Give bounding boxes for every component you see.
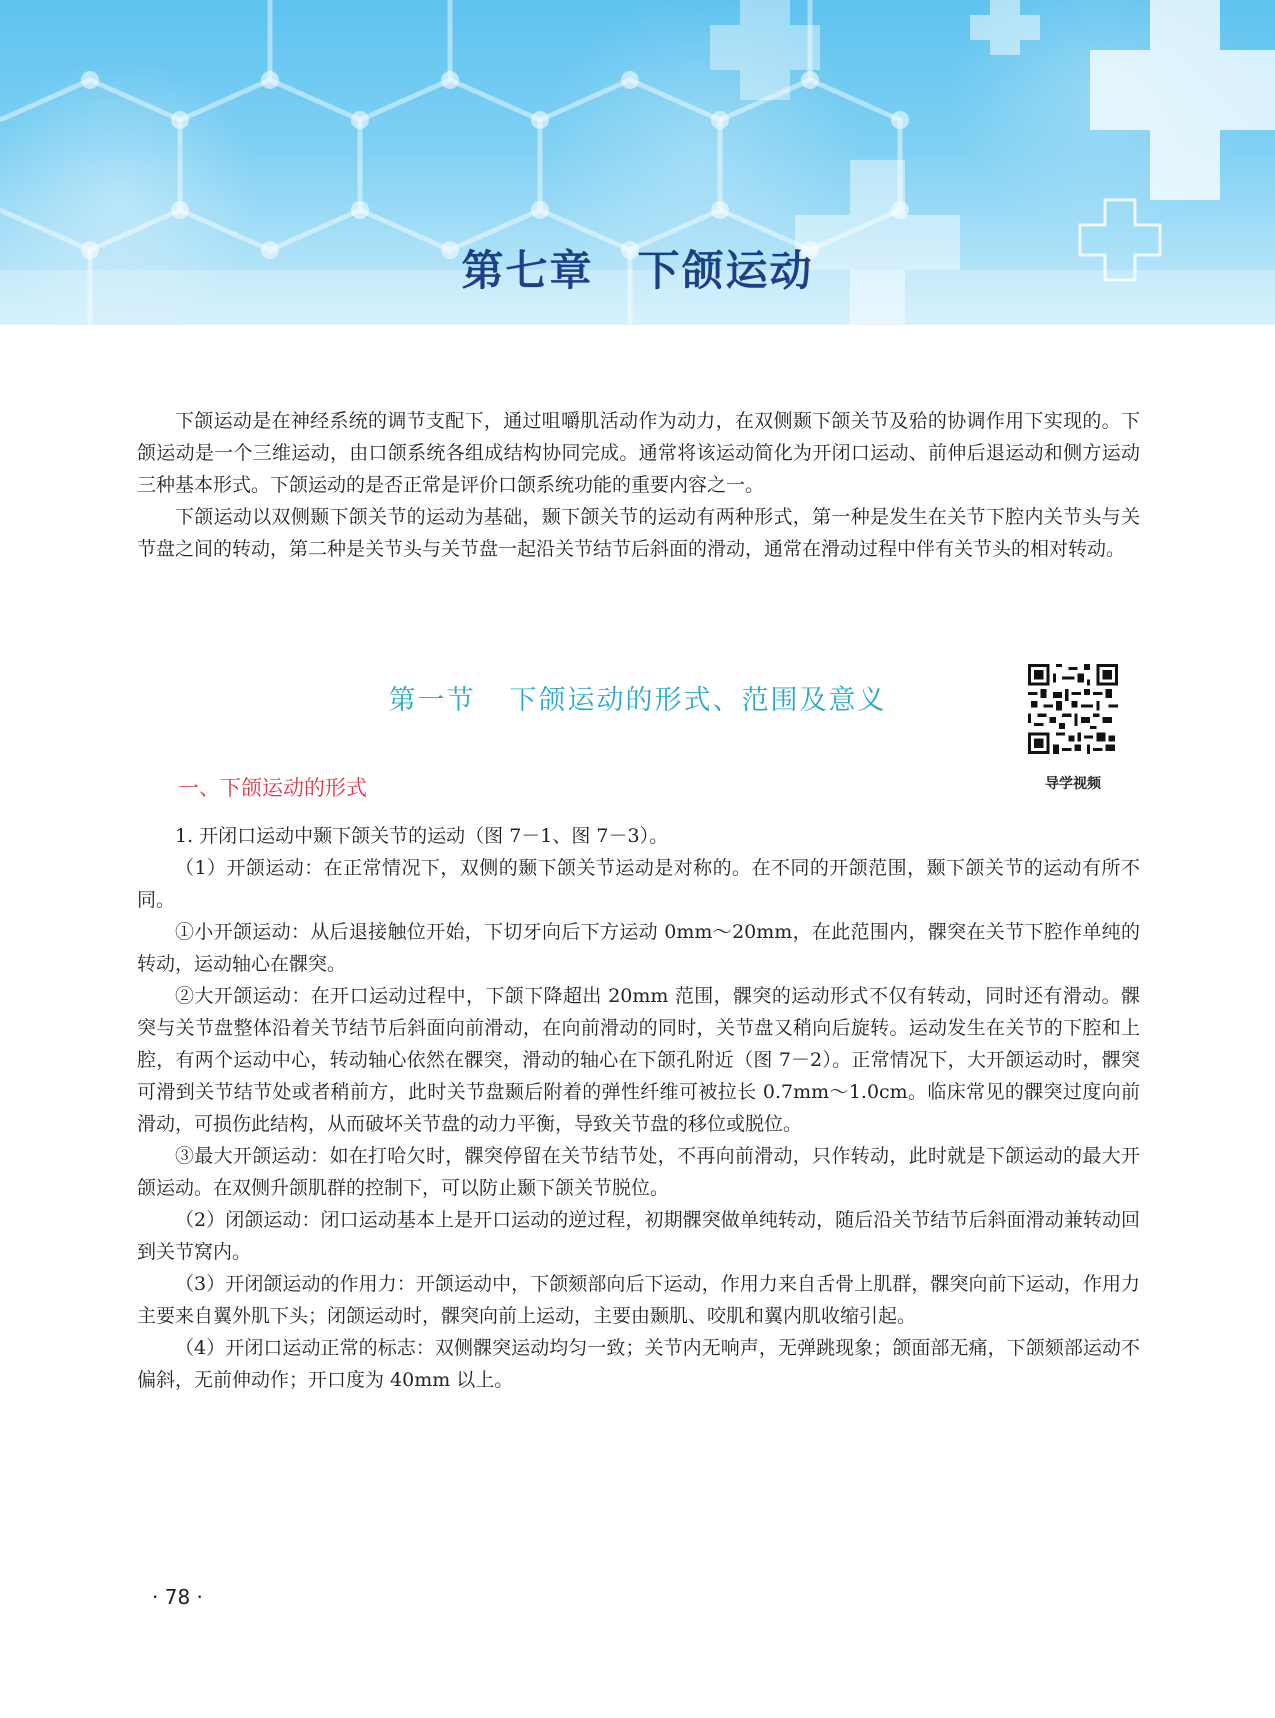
body-paragraph-3: ①小开颌运动：从后退接触位开始，下切牙向后下方运动 0mm～20mm，在此范围内，髁突在关节下腔作单纯的转动，运动轴心在髁突。 <box>137 921 1140 975</box>
page-number: · 78 · <box>152 1585 203 1609</box>
section-name: 下颌运动的形式、范围及意义 <box>509 685 887 716</box>
body-paragraph-6: （2）闭颌运动：闭口运动基本上是开口运动的逆过程，初期髁突做单纯转动，随后沿关节结节后斜面滑动兼转动回到关节窝内。 <box>137 1209 1140 1263</box>
body-paragraph-2: （1）开颌运动：在正常情况下，双侧的颞下颌关节运动是对称的。在不同的开颌范围，颞下颌关节的运动有所不同。 <box>137 857 1140 911</box>
qr-code-icon[interactable] <box>1028 664 1118 754</box>
chapter-name: 下颌运动 <box>637 246 814 295</box>
body-paragraph-4: ②大开颌运动：在开口运动过程中，下颌下降超出 20mm 范围，髁突的运动形式不仅有转动，同时还有滑动。髁突与关节盘整体沿着关节结节后斜面向前滑动，在向前滑动的同时，关节盘又稍向后旋转。运动发生在关节的下腔和上腔，有两个运动中心，转动轴心依然在髁突，滑动的轴心在下颌孔附近（图 7－2）。正常情况下，大开颌运动时，髁突可滑到关节结节处或者稍前方，此时关节盘颞后附着的弹性纤维可被拉长 0.7mm～1.0cm。临床常见的髁突过度向前滑动，可损伤此结构，从而破坏关节盘的动力平衡，导致关节盘的移位或脱位。 <box>137 985 1140 1135</box>
body-text <box>137 820 1140 1396</box>
subsection-title: 一、下颌运动的形式 <box>178 776 367 800</box>
body-paragraph-5: ③最大开颌运动：如在打哈欠时，髁突停留在关节结节处，不再向前滑动，只作转动，此时就是下颌运动的最大开颌运动。在双侧升颌肌群的控制下，可以防止颞下颌关节脱位。 <box>137 1145 1140 1199</box>
qr-label: 导学视频 <box>1045 776 1101 792</box>
intro-text <box>137 405 1140 565</box>
body-paragraph-8: （4）开闭口运动正常的标志：双侧髁突运动均匀一致；关节内无响声，无弹跳现象；颌面部无痛，下颌颏部运动不偏斜，无前伸动作；开口度为 40mm 以上。 <box>137 1337 1140 1391</box>
intro-paragraph-2: 下颌运动以双侧颞下颌关节的运动为基础，颞下颌关节的运动有两种形式，第一种是发生在关节下腔内关节头与关节盘之间的转动，第二种是关节头与关节盘一起沿关节结节后斜面的滑动，通常在滑动过程中伴有关节头的相对转动。 <box>137 506 1140 560</box>
chapter-label: 第七章 <box>461 246 594 295</box>
section-label: 第一节 <box>388 685 476 716</box>
chapter-title <box>0 238 1275 298</box>
body-paragraph-1: 1. 开闭口运动中颞下颌关节的运动（图 7－1、图 7－3）。 <box>175 825 669 847</box>
body-paragraph-7: （3）开闭颌运动的作用力：开颌运动中，下颌颏部向后下运动，作用力来自舌骨上肌群，髁突向前下运动，作用力主要来自翼外肌下头；闭颌运动时，髁突向前上运动，主要由颞肌、咬肌和翼内肌收缩引起。 <box>137 1273 1140 1327</box>
intro-paragraph-1: 下颌运动是在神经系统的调节支配下，通过咀嚼肌活动作为动力，在双侧颞下颌关节及𬌗的协调作用下实现的。下颌运动是一个三维运动，由口颌系统各组成结构协同完成。通常将该运动简化为开闭口运动、前伸后退运动和侧方运动三种基本形式。下颌运动的是否正常是评价口颌系统功能的重要内容之一。 <box>137 410 1140 496</box>
